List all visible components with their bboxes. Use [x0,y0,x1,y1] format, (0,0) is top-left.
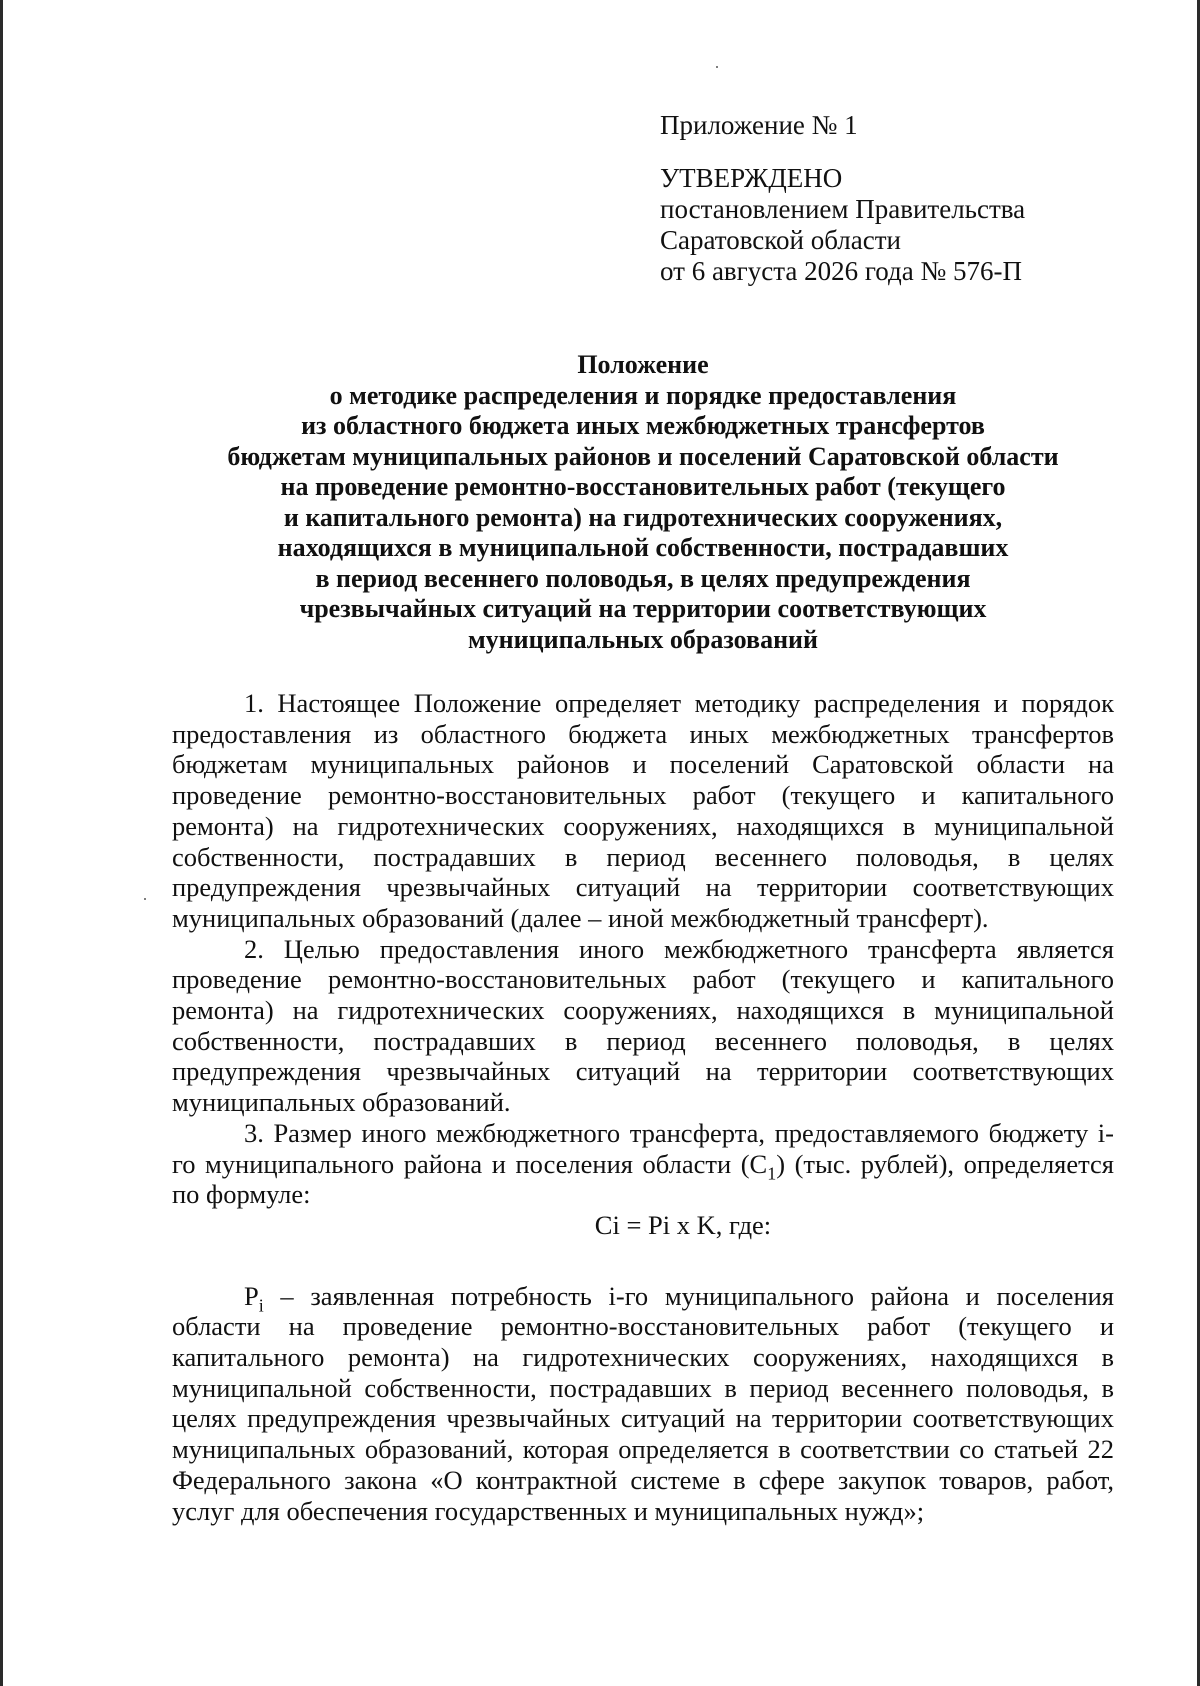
title-line: бюджетам муниципальных районов и поселений Саратовской области [227,441,1059,471]
scan-speck [144,898,146,900]
paragraph-3-text: 3. Размер иного межбюджетного трансферта, предоставляемого бюджету i-го муниципального района и поселения области (С [172,1117,1114,1179]
title-line: на проведение ремонтно-восстановительных работ (текущего [280,472,1006,501]
paragraph-3-text-end: ) (тыс. рублей), определяется по формуле: [172,1148,1114,1210]
approved-stamp: УТВЕРЖДЕНО [660,163,843,193]
title-line: из областного бюджета иных межбюджетных трансфертов [301,411,985,440]
title-line: муниципальных образований [467,624,819,654]
subscript: 1 [767,1162,777,1183]
title-line: Положение [577,350,709,379]
paragraph-3 [172,1118,1114,1210]
subscript: i [258,1294,264,1315]
paragraph-2: 2. Целью предоставления иного межбюджетного трансферта является проведение ремонтно-восстановительных работ (текущего и капитального ремонта) на гидротехнических сооружениях, находящихся в муниципальной собственности, пострадавших в период весеннего половодья, в целях предупреждения чрезвычайных ситуаций на территории соответствующих муниципальных образований. [172,933,1114,1118]
paragraph-4-text: – заявленная потребность i-го муниципального района и поселения области на проведение ремонтно-восстановительных работ (текущего и капитального ремонта) на гидротехнических сооружениях, находящихся в муниципальной собственности, пострадавших в период весеннего половодья, в целях предупреждения чрезвычайных ситуаций на территории соответствующих муниципальных образований, которая определяется в соответствии со статьей 22 Федерального закона «О контрактной системе в сфере закупок товаров, работ, услуг для обеспечения государственных и муниципальных нужд»; [172,1280,1114,1526]
scan-speck [716,66,718,68]
title-line: в период весеннего половодья, в целях предупреждения [315,563,971,593]
formula: Ci = Pi x K, где: [594,1209,772,1240]
spacer [172,1241,1114,1281]
title-line: и капитального ремонта) на гидротехнических сооружениях, [283,502,1003,532]
annex-number: Приложение № 1 [660,110,858,140]
approval-date: от 6 августа 2026 года № 576-П [660,256,1022,286]
document-title [172,350,1114,655]
document-body [172,688,1114,1526]
title-line: о методике распределения и порядке предоставления [329,380,957,410]
scan-edge-left [0,0,3,1686]
title-line: чрезвычайных ситуаций на территории соответствующих [299,594,987,623]
approval-line-1: постановлением Правительства [660,194,1026,224]
paragraph-1: 1. Настоящее Положение определяет методику распределения и порядок предоставления из областного бюджета иных межбюджетных трансфертов бюджетам муниципальных районов и поселений Саратовской области на проведение ремонтно-восстановительных работ (текущего и капитального ремонта) на гидротехнических сооружениях, находящихся в муниципальной собственности, пострадавших в период весеннего половодья, в целях предупреждения чрезвычайных ситуаций на территории соответствующих муниципальных образований (далее – иной межбюджетный трансферт). [172,688,1114,933]
variable-symbol: P [244,1280,259,1311]
approval-line-2: Саратовской области [660,225,901,255]
paragraph-4 [172,1281,1114,1527]
title-line: находящихся в муниципальной собственности, пострадавших [277,533,1009,562]
approval-block [660,110,1120,287]
